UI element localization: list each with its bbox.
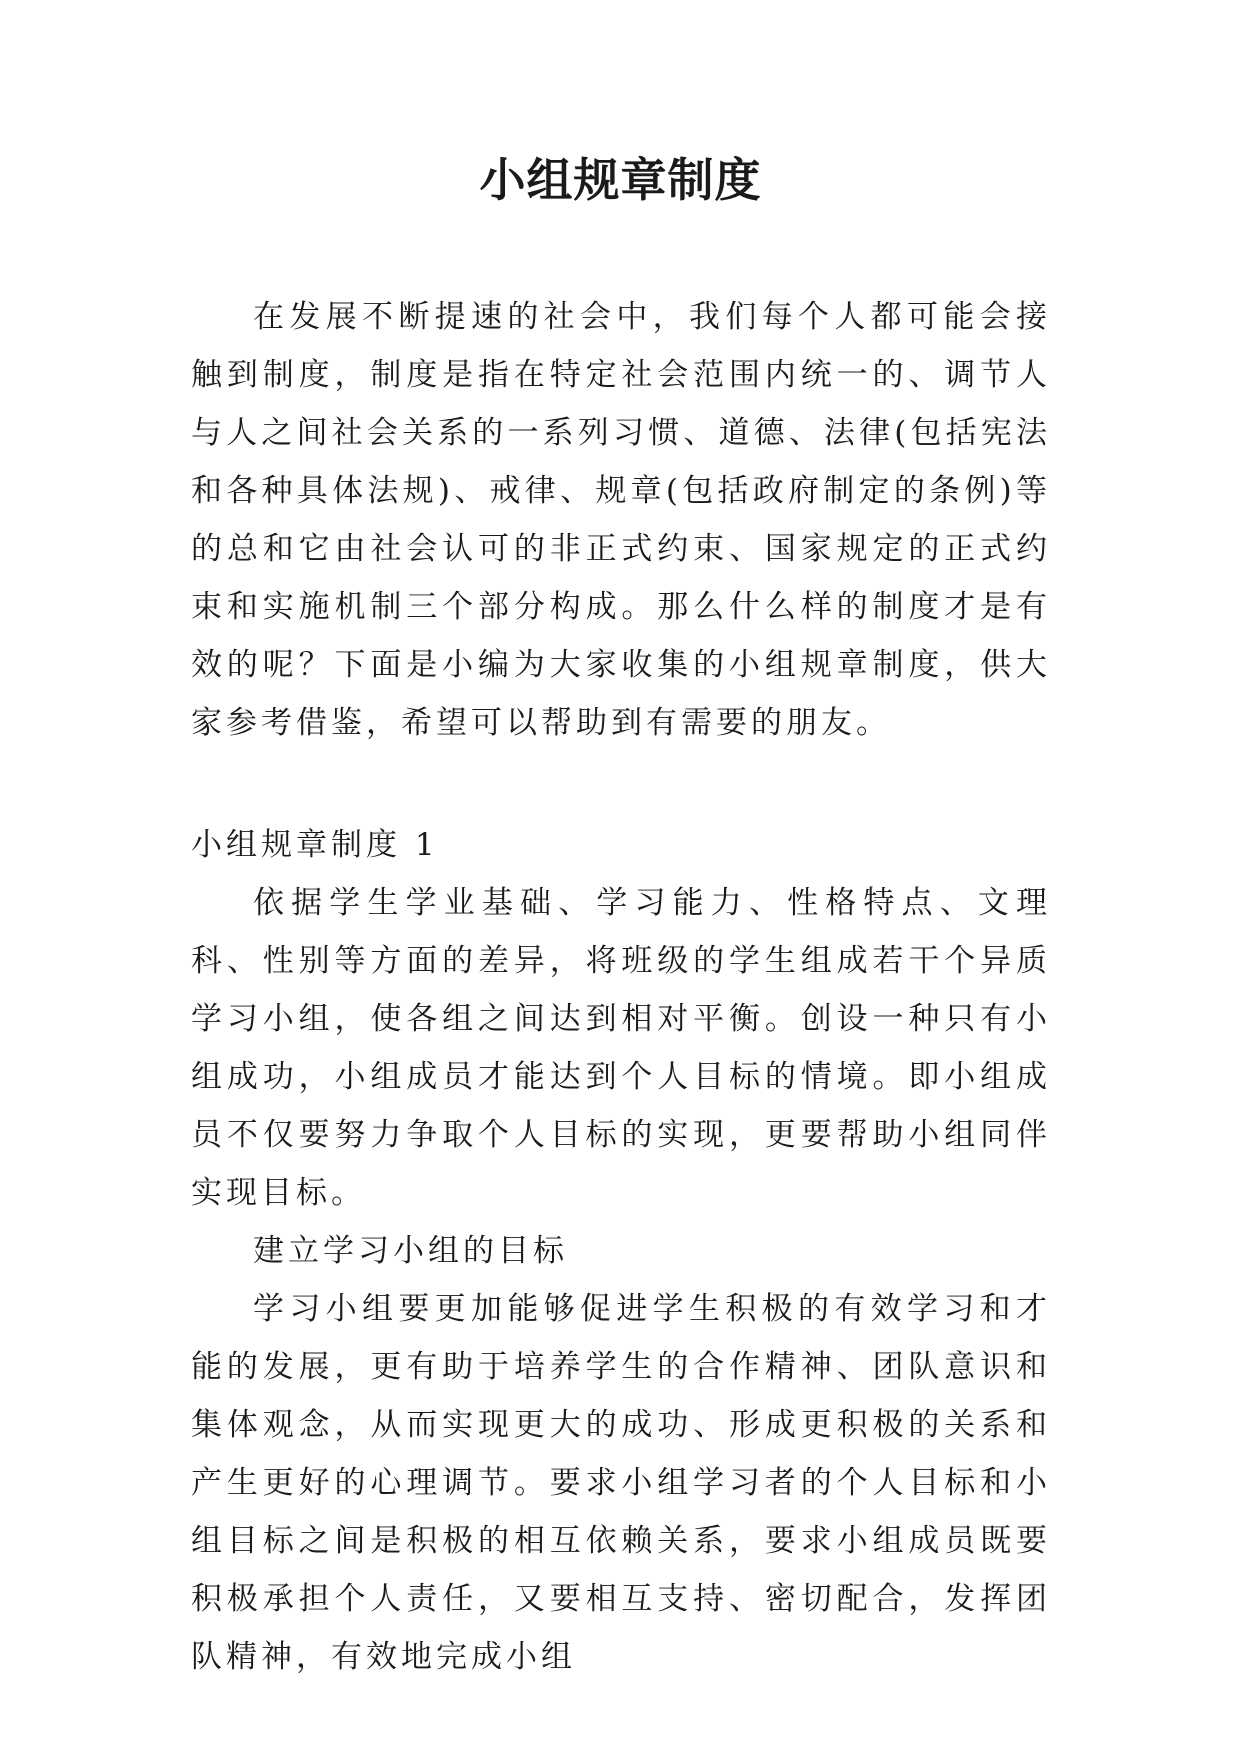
section-paragraph: 依据学生学业基础、学习能力、性格特点、文理科、性别等方面的差异，将班级的学生组成若干个异质学习小组，使各组之间达到相对平衡。创设一种只有小组成功，小组成员才能达到个人目标的情境。即小组成员不仅要努力争取个人目标的实现，更要帮助小组同伴实现目标。	[191, 885, 1051, 1211]
section-paragraph: 学习小组要更加能够促进学生积极的有效学习和才能的发展，更有助于培养学生的合作精神、团队意识和集体观念，从而实现更大的成功、形成更积极的关系和产生更好的心理调节。要求小组学习者的个人目标和小组目标之间是积极的相互依赖关系，要求小组成员既要积极承担个人责任，又要相互支持、密切配合，发挥团队精神，有效地完成小组	[191, 1291, 1051, 1675]
document-body	[191, 288, 1051, 1686]
document-title: 小组规章制度	[479, 153, 762, 207]
intro-paragraph: 在发展不断提速的社会中，我们每个人都可能会接触到制度，制度是指在特定社会范围内统一的、调节人与人之间社会关系的一系列习惯、道德、法律(包括宪法和各种具体法规)、戒律、规章(包括政府制定的条例)等的总和它由社会认可的非正式约束、国家规定的正式约束和实施机制三个部分构成。那么什么样的制度才是有效的呢？下面是小编为大家收集的小组规章制度，供大家参考借鉴，希望可以帮助到有需要的朋友。	[191, 299, 1051, 741]
section-heading: 小组规章制度 1	[191, 827, 439, 863]
section-subheading: 建立学习小组的目标	[253, 1233, 568, 1269]
section-spacer	[191, 752, 1051, 816]
